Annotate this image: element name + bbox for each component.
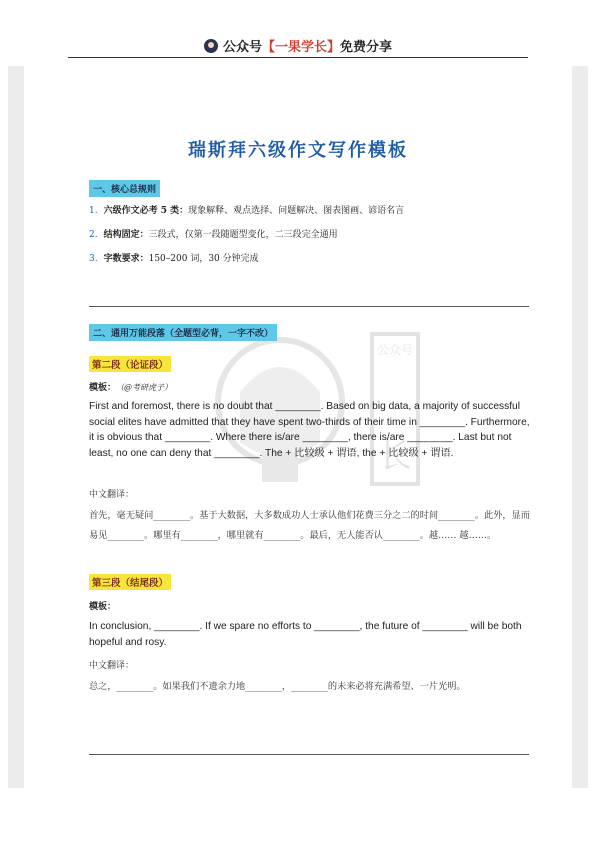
rules-list xyxy=(89,204,529,276)
page-shadow-left xyxy=(8,66,24,788)
paragraph3-zh-label: 中文翻译： xyxy=(89,661,135,671)
avatar-icon xyxy=(204,39,218,53)
watermark-label: 公众号 xyxy=(376,343,414,357)
document-title: 瑞斯拜六级作文写作模板 xyxy=(188,140,408,161)
paragraph2-english: First and foremost, there is no doubt that ________. Based on big data, a majority of successful social elites have admitted that they have spent two-thirds of their time in ________. Furthermore, it is obvious that ________. Where there is/are ________, there is/are ________. Last but not least, no one can deny that ________. The + 比较级 + 谓语, the + 比较级 + 谓语. xyxy=(89,401,530,459)
paragraph3-heading: 第三段（结尾段） xyxy=(89,574,171,590)
rule-key: 结构固定： xyxy=(103,230,149,240)
paragraph2-template-label xyxy=(89,380,172,393)
paragraph3-chinese: 总之，________。如果我们不遗余力地________，________的未来必将充满希望、一片光明。 xyxy=(89,681,466,692)
rule-key: 六级作文必考 5 类： xyxy=(103,206,189,216)
header-prefix: 公众号 xyxy=(222,40,262,55)
rule-item xyxy=(89,204,529,228)
watermark-char: 长 xyxy=(378,436,412,476)
paragraph3-english: In conclusion, ________. If we spare no efforts to ________, the future of ________ will be both hopeful and rosy. xyxy=(89,621,522,648)
rule-text: 三段式，仅第一段随题型变化，二三段完全通用 xyxy=(148,230,338,240)
rule-text: 150–200 词，30 分钟完成 xyxy=(148,254,259,264)
paragraph2-zh-label: 中文翻译： xyxy=(89,490,135,500)
section-heading-templates: 二、通用万能段落（全题型必背，一字不改） xyxy=(89,324,277,341)
rule-key: 字数要求： xyxy=(103,254,149,264)
template-label: 模板： xyxy=(89,383,117,393)
rule-item xyxy=(89,228,529,252)
section-heading-rules: 一、核心总规则 xyxy=(89,180,160,197)
page-shadow-right xyxy=(572,66,588,788)
paragraph3-template-label: 模板： xyxy=(89,602,117,612)
paragraph2-heading: 第二段（论证段） xyxy=(89,356,171,372)
rule-number: 3. xyxy=(89,254,98,264)
section-divider xyxy=(89,306,529,307)
header-text xyxy=(0,36,596,55)
rule-number: 2. xyxy=(89,230,98,240)
rule-text: 现象解释、观点选择、问题解决、图表图画、谚语名言 xyxy=(188,206,405,216)
header-suffix: 免费分享 xyxy=(340,40,393,55)
template-note: （@考研虎子） xyxy=(116,383,173,392)
section-divider xyxy=(89,754,529,755)
page-header xyxy=(0,0,596,60)
rule-number: 1. xyxy=(89,206,98,216)
rule-item xyxy=(89,252,529,276)
header-divider xyxy=(68,57,528,58)
paragraph2-chinese: 首先，毫无疑问________。基于大数据，大多数成功人士承认他们花费三分之二的时间________。此外，显而易见________。哪里有________，哪里就有________。最后，无人能否认________。越…… 越……。 xyxy=(89,510,530,541)
document-page xyxy=(24,66,572,788)
header-brand: 【一果学长】 xyxy=(261,40,340,55)
